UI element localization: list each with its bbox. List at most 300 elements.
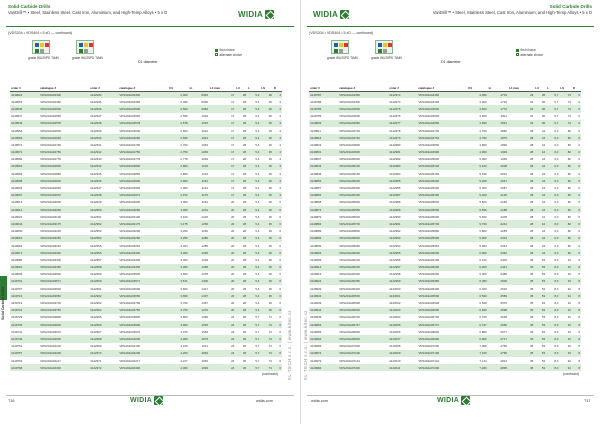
table-row bbox=[10, 177, 282, 184]
table-cell: 5,4 bbox=[247, 127, 260, 134]
table-cell: 5,7 bbox=[546, 113, 559, 120]
table-cell: 74 bbox=[559, 91, 572, 98]
table-cell: VDS204A03264 bbox=[39, 242, 89, 249]
table-cell: 6,800 bbox=[467, 328, 487, 335]
table-cell: .1929 bbox=[488, 149, 508, 156]
table-cell: VDS204A02578 bbox=[39, 120, 89, 127]
table-cell: 17 bbox=[209, 98, 235, 105]
table-cell: 36 bbox=[260, 242, 273, 249]
table-cell: 20 bbox=[209, 278, 235, 285]
table-cell: 8 bbox=[572, 285, 581, 292]
table-cell: 17 bbox=[209, 149, 235, 156]
table-cell: VDS404A02450 bbox=[118, 98, 168, 105]
table-cell: 6 bbox=[273, 249, 282, 256]
table-cell: 35 bbox=[508, 335, 534, 342]
table-cell: .0945 bbox=[189, 91, 209, 98]
table-cell: 3,700 bbox=[168, 299, 188, 306]
table-cell: 5,7 bbox=[247, 364, 260, 371]
table-row bbox=[10, 113, 282, 120]
table-cell: 4149547 bbox=[10, 113, 39, 120]
table-cell: .2835 bbox=[488, 364, 508, 371]
table-cell: 5,900 bbox=[467, 235, 487, 242]
table-cell: 5,4 bbox=[247, 206, 260, 213]
table-cell: 28 bbox=[235, 170, 247, 177]
table-cell: 4,762 bbox=[467, 134, 487, 141]
table-cell: VDS204A06300 bbox=[338, 271, 388, 278]
table-cell: VDS404A06100 bbox=[417, 256, 467, 263]
table-cell: .2638 bbox=[488, 314, 508, 321]
table-row bbox=[309, 264, 581, 271]
table-cell: 28 bbox=[508, 184, 534, 191]
table-cell: 4142944 bbox=[89, 163, 118, 170]
table-cell: VDS404A03300 bbox=[118, 249, 168, 256]
footer-url: widia.com bbox=[311, 399, 328, 403]
table-cell: 6 bbox=[273, 220, 282, 227]
table-row bbox=[10, 120, 282, 127]
table-cell: VDS204A02750 bbox=[39, 149, 89, 156]
table-cell: 8,0 bbox=[546, 335, 559, 342]
table-cell: VDS204A06400 bbox=[338, 285, 388, 292]
table-cell: 5,159 bbox=[467, 170, 487, 177]
table-cell: 20 bbox=[209, 228, 235, 235]
table-cell: 36 bbox=[534, 91, 546, 98]
table-cell: 4149969 bbox=[309, 343, 338, 350]
table-cell: VDS204A06700 bbox=[338, 314, 388, 321]
table-cell: VDS404A03600 bbox=[118, 285, 168, 292]
table-cell: 74 bbox=[260, 343, 273, 350]
table-cell: VDS404A02972 bbox=[118, 192, 168, 199]
section-code: (VDS204 • VDS404 • 5 xD — continued) bbox=[8, 31, 73, 35]
table-cell: 6 bbox=[572, 91, 581, 98]
table-cell: 4 bbox=[273, 105, 282, 112]
table-cell: 4149964 bbox=[309, 335, 338, 342]
table-cell: VDS404A05100 bbox=[417, 163, 467, 170]
table-cell: 28 bbox=[235, 206, 247, 213]
table-cell: 28 bbox=[235, 256, 247, 263]
table-cell: 8 bbox=[572, 343, 581, 350]
table-cell: 24 bbox=[508, 91, 534, 98]
table-cell: 4149751 bbox=[10, 343, 39, 350]
table-cell: VDS404A06747 bbox=[417, 321, 467, 328]
table-cell: 4,100 bbox=[168, 343, 188, 350]
table-cell: 4142956 bbox=[89, 249, 118, 256]
table-cell: VDS404A05953 bbox=[417, 242, 467, 249]
table-cell: VDS404A04900 bbox=[417, 149, 467, 156]
footer-logo-text: WIDIA bbox=[130, 397, 153, 404]
table-cell: 6 bbox=[572, 220, 581, 227]
table-cell: .1378 bbox=[189, 271, 209, 278]
table-row bbox=[10, 134, 282, 141]
table-cell: 36 bbox=[260, 206, 273, 213]
table-cell: 36 bbox=[260, 235, 273, 242]
table-row bbox=[309, 149, 581, 156]
table-cell: .1437 bbox=[189, 292, 209, 299]
table-cell: 35 bbox=[508, 321, 534, 328]
table-cell: 91 bbox=[559, 328, 572, 335]
table-cell: 3,200 bbox=[168, 228, 188, 235]
table-cell: 3,450 bbox=[168, 264, 188, 271]
table-cell: 4142987 bbox=[388, 192, 417, 199]
table-row bbox=[309, 113, 581, 120]
table-row bbox=[10, 307, 282, 314]
table-cell: 36 bbox=[260, 220, 273, 227]
table-cell: .0965 bbox=[189, 98, 209, 105]
table-row bbox=[10, 91, 282, 98]
table-cell: 4149735 bbox=[10, 321, 39, 328]
table-cell: VDS204A04200 bbox=[39, 350, 89, 357]
table-cell: VDS204A03500 bbox=[39, 271, 89, 278]
table-cell: 4143006 bbox=[388, 328, 417, 335]
table-cell: 4149614 bbox=[10, 206, 39, 213]
table-cell: 4143009 bbox=[388, 350, 417, 357]
table-cell: 8 bbox=[572, 364, 581, 371]
table-row bbox=[10, 228, 282, 235]
table-row bbox=[309, 285, 581, 292]
table-cell: 4143010 bbox=[388, 357, 417, 364]
table-row bbox=[309, 235, 581, 242]
table-cell: VDS404A02500 bbox=[118, 105, 168, 112]
table-cell: VDS204A03600 bbox=[39, 285, 89, 292]
table-cell: 4 bbox=[273, 134, 282, 141]
table-cell: 28 bbox=[235, 163, 247, 170]
table-cell: 91 bbox=[559, 335, 572, 342]
table-cell: 3,970 bbox=[168, 328, 188, 335]
header-subtitle: VariDrill™ • Steel, Stainless Steel, Cast Iron, Aluminium, and High-Temp Alloys • 5 x D bbox=[8, 10, 168, 15]
table-cell: 4142949 bbox=[89, 199, 118, 206]
table-row bbox=[309, 163, 581, 170]
table-cell: VDS204A03700 bbox=[39, 299, 89, 306]
table-cell: 4142981 bbox=[388, 149, 417, 156]
table-cell: 4149954 bbox=[309, 321, 338, 328]
legend bbox=[516, 48, 543, 57]
table-cell: VDS204A03000 bbox=[39, 199, 89, 206]
table-cell: VDS404A03200 bbox=[118, 228, 168, 235]
table-row bbox=[309, 307, 581, 314]
table-cell: 28 bbox=[235, 220, 247, 227]
table-cell: 8 bbox=[572, 256, 581, 263]
table-cell: VDS204A03200 bbox=[39, 228, 89, 235]
table-cell: 6 bbox=[273, 314, 282, 321]
table-cell: 28 bbox=[235, 213, 247, 220]
table-cell: 28 bbox=[235, 307, 247, 314]
table-cell: .2188 bbox=[488, 206, 508, 213]
column-header: in bbox=[488, 86, 508, 91]
table-cell: 5,4 bbox=[247, 199, 260, 206]
table-cell: VDS204A04762 bbox=[338, 134, 388, 141]
table-cell: 6,200 bbox=[467, 264, 487, 271]
table-cell: 36 bbox=[235, 357, 247, 364]
table-row bbox=[10, 249, 282, 256]
table-cell: VDS204A02850 bbox=[39, 170, 89, 177]
table-cell: 5,556 bbox=[467, 206, 487, 213]
table-cell: VDS404A05700 bbox=[417, 220, 467, 227]
table-cell: .1417 bbox=[189, 285, 209, 292]
table-cell: 4 bbox=[273, 177, 282, 184]
table-cell: 2,550 bbox=[168, 113, 188, 120]
table-cell: 53 bbox=[534, 256, 546, 263]
table-row bbox=[309, 357, 581, 364]
table-cell: 36 bbox=[260, 278, 273, 285]
table-cell: 24 bbox=[209, 328, 235, 335]
column-header: L3 bbox=[235, 86, 247, 91]
table-cell: 53 bbox=[534, 271, 546, 278]
table-cell: 4149549 bbox=[10, 120, 39, 127]
table-cell: 20 bbox=[209, 199, 235, 206]
table-cell: VDS204A04000 bbox=[39, 335, 89, 342]
table-cell: VDS404A06800 bbox=[417, 328, 467, 335]
table-cell: 3,264 bbox=[168, 242, 188, 249]
table-cell: 53 bbox=[534, 350, 546, 357]
table-cell: 8 bbox=[572, 350, 581, 357]
table-cell: .1260 bbox=[189, 228, 209, 235]
table-cell: 5,100 bbox=[467, 163, 487, 170]
table-cell: 4149598 bbox=[10, 177, 39, 184]
grade-icon-wu20pd bbox=[331, 40, 349, 54]
table-cell: 6,0 bbox=[546, 242, 559, 249]
table-cell: VDS204A02778 bbox=[39, 156, 89, 163]
table-cell: VDS204A03100 bbox=[39, 213, 89, 220]
table-cell: 20 bbox=[209, 299, 235, 306]
table-cell: 4149707 bbox=[10, 285, 39, 292]
table-cell: 4149944 bbox=[309, 307, 338, 314]
table-cell: 74 bbox=[260, 328, 273, 335]
table-cell: 36 bbox=[260, 299, 273, 306]
table-cell: 4142971 bbox=[89, 357, 118, 364]
table-cell: .1250 bbox=[189, 220, 209, 227]
table-cell: 4149857 bbox=[309, 184, 338, 191]
table-cell: 6,700 bbox=[467, 314, 487, 321]
table-cell: VDS204A02450 bbox=[39, 98, 89, 105]
table-cell: 17 bbox=[209, 113, 235, 120]
table-cell: VDS404A04100 bbox=[118, 343, 168, 350]
table-cell: 36 bbox=[235, 343, 247, 350]
table-cell: 8,0 bbox=[546, 285, 559, 292]
table-cell: 6,0 bbox=[546, 141, 559, 148]
table-cell: .1181 bbox=[189, 199, 209, 206]
table-cell: 28 bbox=[235, 113, 247, 120]
table-cell: VDS404A06528 bbox=[417, 299, 467, 306]
table-cell: 82 bbox=[559, 249, 572, 256]
table-cell: 2,578 bbox=[168, 120, 188, 127]
table-row bbox=[10, 328, 282, 335]
table-cell: 4142998 bbox=[388, 271, 417, 278]
table-cell: VDS204A02950 bbox=[39, 184, 89, 191]
table-cell: 20 bbox=[209, 235, 235, 242]
table-cell: .1654 bbox=[189, 350, 209, 357]
table-cell: 28 bbox=[508, 149, 534, 156]
table-cell: 6 bbox=[572, 235, 581, 242]
table-cell: VDS204A02900 bbox=[39, 177, 89, 184]
alternate-choice-icon bbox=[516, 53, 519, 56]
table-cell: 5,7 bbox=[546, 91, 559, 98]
table-cell: 91 bbox=[559, 314, 572, 321]
widia-logo-icon bbox=[340, 10, 349, 19]
footer-widia-logo-icon bbox=[154, 396, 163, 405]
table-cell: VDS404A05800 bbox=[417, 228, 467, 235]
table-cell: 4149757 bbox=[10, 350, 39, 357]
table-cell: .2756 bbox=[488, 343, 508, 350]
table-cell: 44 bbox=[534, 163, 546, 170]
table-cell: 4142994 bbox=[388, 242, 417, 249]
table-cell: VDS404A03000 bbox=[118, 199, 168, 206]
table-cell: VDS204A02400 bbox=[39, 91, 89, 98]
grade-label-1: grade WU20PD TiAlN bbox=[28, 56, 59, 60]
table-cell: VDS404A05200 bbox=[417, 177, 467, 184]
table-cell: 53 bbox=[534, 321, 546, 328]
column-header: D1 bbox=[168, 86, 188, 91]
table-cell: .1535 bbox=[189, 321, 209, 328]
table-cell: .2570 bbox=[488, 299, 508, 306]
table-cell: 4 bbox=[273, 149, 282, 156]
table-cell: .2323 bbox=[488, 235, 508, 242]
table-cell: 4142995 bbox=[388, 249, 417, 256]
table-cell: 5,4 bbox=[247, 156, 260, 163]
table-cell: 74 bbox=[260, 314, 273, 321]
table-cell: 3,571 bbox=[168, 278, 188, 285]
grade-icon-wu25pd bbox=[375, 40, 393, 54]
table-cell: 82 bbox=[559, 206, 572, 213]
table-cell: VDS204A06528 bbox=[338, 299, 388, 306]
table-row bbox=[10, 163, 282, 170]
table-cell: VDS404A05500 bbox=[417, 199, 467, 206]
table-cell: 3,400 bbox=[168, 256, 188, 263]
table-cell: 6 bbox=[273, 364, 282, 371]
side-tab-label: Solid Carbide Drills bbox=[1, 286, 5, 320]
table-cell: 4143002 bbox=[388, 299, 417, 306]
table-cell: 44 bbox=[534, 242, 546, 249]
table-cell: 8,0 bbox=[546, 328, 559, 335]
table-cell: 5,4 bbox=[247, 98, 260, 105]
table-cell: 35 bbox=[508, 256, 534, 263]
table-cell: 8,0 bbox=[546, 357, 559, 364]
table-cell: VDS204A02550 bbox=[39, 113, 89, 120]
table-cell: 6 bbox=[572, 113, 581, 120]
table-cell: 4142943 bbox=[89, 156, 118, 163]
table-cell: 4 bbox=[273, 192, 282, 199]
table-cell: 24 bbox=[209, 357, 235, 364]
table-cell: 28 bbox=[235, 285, 247, 292]
table-cell: 3,750 bbox=[168, 307, 188, 314]
table-cell: .1732 bbox=[488, 98, 508, 105]
table-cell: VDS404A02900 bbox=[118, 177, 168, 184]
table-cell: VDS404A06000 bbox=[417, 249, 467, 256]
table-cell: VDS204A04217 bbox=[39, 357, 89, 364]
table-cell: 91 bbox=[559, 357, 572, 364]
table-cell: 36 bbox=[235, 350, 247, 357]
table-cell: 4149644 bbox=[10, 220, 39, 227]
table-cell: 5,800 bbox=[467, 228, 487, 235]
table-cell: 8,0 bbox=[546, 292, 559, 299]
column-header: L bbox=[247, 86, 260, 91]
table-cell: 4149788 bbox=[309, 98, 338, 105]
table-cell: VDS204A06800 bbox=[338, 328, 388, 335]
table-cell: 4142960 bbox=[89, 278, 118, 285]
table-cell: 6,528 bbox=[467, 299, 487, 306]
table-cell: 17 bbox=[209, 127, 235, 134]
table-cell: 4142984 bbox=[388, 170, 417, 177]
table-cell: 44 bbox=[534, 156, 546, 163]
table-cell: 17 bbox=[209, 156, 235, 163]
table-cell: 53 bbox=[534, 343, 546, 350]
table-cell: VDS404A06350 bbox=[417, 278, 467, 285]
table-cell: .2047 bbox=[488, 177, 508, 184]
logo-text: WIDIA bbox=[313, 10, 339, 19]
table-cell: 53 bbox=[534, 292, 546, 299]
column-header: LS bbox=[559, 86, 572, 91]
table-row bbox=[10, 127, 282, 134]
table-cell: 36 bbox=[260, 256, 273, 263]
table-cell: .1406 bbox=[189, 278, 209, 285]
right-page bbox=[300, 0, 600, 424]
table-cell: .2717 bbox=[488, 335, 508, 342]
table-cell: 6 bbox=[572, 141, 581, 148]
table-cell: 44 bbox=[534, 235, 546, 242]
table-cell: 4149768 bbox=[10, 364, 39, 371]
table-cell: 6 bbox=[273, 285, 282, 292]
table-cell: VDS204A07100 bbox=[338, 350, 388, 357]
table-cell: 28 bbox=[508, 235, 534, 242]
table-cell: .2656 bbox=[488, 321, 508, 328]
table-row bbox=[309, 177, 581, 184]
table-cell: 36 bbox=[260, 271, 273, 278]
table-cell: 28 bbox=[508, 163, 534, 170]
table-cell: 28 bbox=[235, 199, 247, 206]
table-cell: 5,4 bbox=[247, 105, 260, 112]
table-cell: 20 bbox=[209, 271, 235, 278]
table-cell: 28 bbox=[508, 249, 534, 256]
table-cell: 36 bbox=[260, 156, 273, 163]
table-cell: 28 bbox=[508, 213, 534, 220]
table-cell: 4,000 bbox=[168, 335, 188, 342]
legend bbox=[215, 48, 242, 57]
table-cell: .1476 bbox=[189, 307, 209, 314]
table-cell: 4142979 bbox=[388, 134, 417, 141]
table-cell: 4,800 bbox=[467, 141, 487, 148]
table-cell: VDS204A04366 bbox=[338, 91, 388, 98]
table-cell: .2480 bbox=[488, 271, 508, 278]
table-cell: 4142936 bbox=[89, 105, 118, 112]
table-cell: 91 bbox=[559, 299, 572, 306]
table-cell: 24 bbox=[209, 343, 235, 350]
table-cell: 28 bbox=[508, 156, 534, 163]
table-cell: 28 bbox=[235, 264, 247, 271]
table-cell: 17 bbox=[209, 177, 235, 184]
table-cell: 4142952 bbox=[89, 220, 118, 227]
table-cell: 4149874 bbox=[309, 206, 338, 213]
table-cell: 36 bbox=[260, 105, 273, 112]
table-cell: 6 bbox=[572, 192, 581, 199]
footer-logo bbox=[130, 396, 163, 405]
table-cell: VDS404A06900 bbox=[417, 335, 467, 342]
table-cell: 91 bbox=[559, 256, 572, 263]
table-cell: 6 bbox=[273, 299, 282, 306]
side-url: KL-TECH s.r.o. | www.kltec.cz bbox=[303, 310, 308, 380]
table-cell: 44 bbox=[534, 249, 546, 256]
table-cell: 6 bbox=[273, 235, 282, 242]
table-cell: 4149663 bbox=[10, 242, 39, 249]
table-cell: 6,747 bbox=[467, 321, 487, 328]
table-cell: 8 bbox=[572, 307, 581, 314]
table-cell: 28 bbox=[508, 199, 534, 206]
table-cell: 4149899 bbox=[309, 242, 338, 249]
table-cell: VDS204A06500 bbox=[338, 292, 388, 299]
table-cell: 28 bbox=[508, 134, 534, 141]
table-cell: .1043 bbox=[189, 134, 209, 141]
table-cell: VDS204A05400 bbox=[338, 192, 388, 199]
table-cell: 36 bbox=[534, 113, 546, 120]
table-cell: 6 bbox=[572, 156, 581, 163]
table-cell: 6 bbox=[572, 177, 581, 184]
